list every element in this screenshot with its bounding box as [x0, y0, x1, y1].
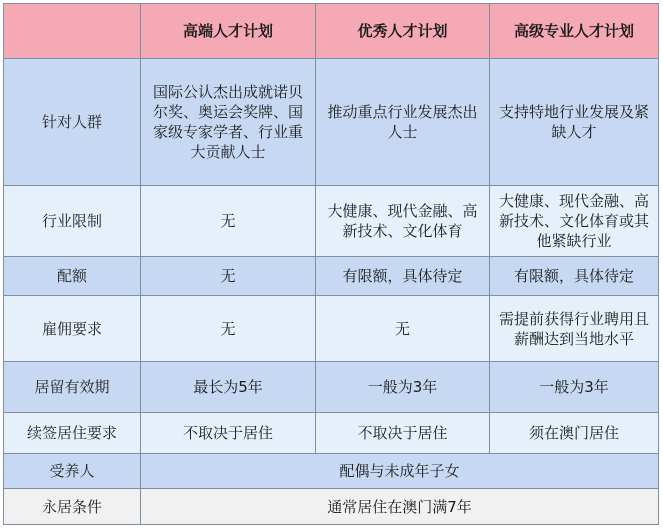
row-label: 针对人群: [4, 58, 141, 185]
table-row: [4, 58, 659, 185]
table-row: [4, 413, 659, 454]
table-row: [4, 453, 659, 489]
table-cell: 有限额，具体待定: [490, 257, 659, 296]
table-cell: 国际公认杰出成就诺贝尔奖、奥运会奖牌、国家级专家学者、行业重大贡献人士: [141, 58, 316, 185]
header-corner-cell: [4, 4, 141, 59]
row-label: 雇佣要求: [4, 296, 141, 362]
merged-cell: 通常居住在澳门满7年: [141, 489, 659, 525]
row-label: 居留有效期: [4, 362, 141, 413]
table-cell: 不取决于居住: [316, 413, 490, 454]
table-cell: 大健康、现代金融、高新技术、文化体育或其他紧缺行业: [490, 186, 659, 257]
table-row: [4, 362, 659, 413]
header-high-end-talent: 高端人才计划: [141, 4, 316, 59]
table-cell: 须在澳门居住: [490, 413, 659, 454]
table-cell: 一般为3年: [490, 362, 659, 413]
row-label: 受养人: [4, 453, 141, 489]
header-row: [4, 4, 659, 59]
header-senior-professional: 高级专业人才计划: [490, 4, 659, 59]
row-label: 续签居住要求: [4, 413, 141, 454]
table-row: [4, 489, 659, 525]
table-cell: 最长为5年: [141, 362, 316, 413]
table-row: [4, 257, 659, 296]
table-row: [4, 296, 659, 362]
row-label: 永居条件: [4, 489, 141, 525]
table-cell: 无: [141, 186, 316, 257]
table-cell: 无: [141, 296, 316, 362]
table-cell: 大健康、现代金融、高新技术、文化体育: [316, 186, 490, 257]
table-cell: 推动重点行业发展杰出人士: [316, 58, 490, 185]
table-cell: 有限额，具体待定: [316, 257, 490, 296]
row-label: 配额: [4, 257, 141, 296]
table-cell: 一般为3年: [316, 362, 490, 413]
table-row: [4, 186, 659, 257]
table-cell: 不取决于居住: [141, 413, 316, 454]
table-cell: 支持特地行业发展及紧缺人才: [490, 58, 659, 185]
table-cell: 需提前获得行业聘用且薪酬达到当地水平: [490, 296, 659, 362]
row-label: 行业限制: [4, 186, 141, 257]
table-cell: 无: [316, 296, 490, 362]
table-cell: 无: [141, 257, 316, 296]
header-excellent-talent: 优秀人才计划: [316, 4, 490, 59]
comparison-table: [3, 3, 659, 525]
merged-cell: 配偶与未成年子女: [141, 453, 659, 489]
